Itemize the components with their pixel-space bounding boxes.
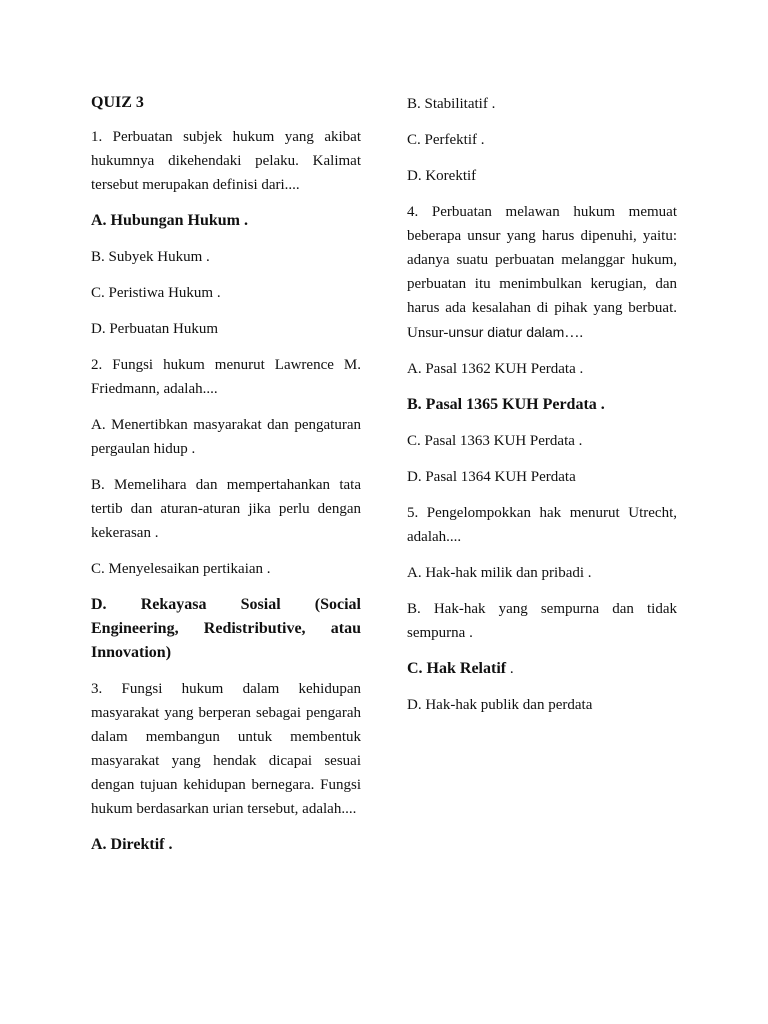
q5-option-d: D. Hak-hak publik dan perdata: [407, 697, 593, 713]
question-4-tail: unsur diatur dalam: [448, 324, 565, 340]
question-3: 3. Fungsi hukum dalam kehidupan masyarakat yang berperan sebagai pengarah dalam membangun untuk membentuk masyarakat yang hendak dicapai sesuai dengan tujuan kehidupan bernegara. Fungsi hukum berdasarkan urian tersebut, adalah....: [91, 681, 361, 817]
quiz-title: QUIZ 3: [91, 94, 144, 111]
question-2: 2. Fungsi hukum menurut Lawrence M. Friedmann, adalah....: [91, 357, 361, 397]
question-4-ellipsis: ….: [564, 325, 584, 341]
q1-option-c: C. Peristiwa Hukum .: [91, 285, 221, 301]
right-column: [407, 92, 677, 729]
q2-option-c: C. Menyelesaikan pertikaian .: [91, 561, 271, 577]
q2-option-a: A. Menertibkan masyarakat dan pengaturan pergaulan hidup .: [91, 417, 361, 457]
q5-option-c: [407, 657, 677, 681]
q4-option-c: C. Pasal 1363 KUH Perdata .: [407, 433, 583, 449]
q2-option-b: B. Memelihara dan mempertahankan tata tertib dan aturan-aturan jika perlu dengan kekerasan .: [91, 477, 361, 541]
q3-option-b: B. Stabilitatif .: [407, 96, 496, 112]
question-4: [407, 200, 677, 345]
q5-option-b: B. Hak-hak yang sempurna dan tidak sempurna .: [407, 601, 677, 641]
q2-option-d: D. Rekayasa Sosial (Social Engineering, Redistributive, atau Innovation): [91, 596, 361, 661]
q5-option-c-rest: .: [506, 661, 514, 677]
question-5: 5. Pengelompokkan hak menurut Utrecht, adalah....: [407, 505, 677, 545]
q3-option-a: A. Direktif .: [91, 836, 173, 853]
q4-option-b: B. Pasal 1365 KUH Perdata .: [407, 396, 605, 413]
question-1: 1. Perbuatan subjek hukum yang akibat hukumnya dikehendaki pelaku. Kalimat tersebut merupakan definisi dari....: [91, 129, 361, 193]
q4-option-d: D. Pasal 1364 KUH Perdata: [407, 469, 576, 485]
q4-option-a: A. Pasal 1362 KUH Perdata .: [407, 361, 584, 377]
question-4-text: 4. Perbuatan melawan hukum memuat beberapa unsur yang harus dipenuhi, yaitu: adanya suatu perbuatan melanggar hukum, perbuatan itu menimbulkan kerugian, dan harus ada kesalahan di pihak yang berbuat. Unsur-: [407, 204, 677, 341]
q1-option-d: D. Perbuatan Hukum: [91, 321, 219, 337]
q3-option-c: C. Perfektif .: [407, 132, 485, 148]
left-column: [91, 91, 361, 869]
q5-option-a: A. Hak-hak milik dan pribadi .: [407, 565, 592, 581]
q1-option-a: A. Hubungan Hukum .: [91, 212, 248, 229]
q1-option-b: B. Subyek Hukum .: [91, 249, 210, 265]
q5-option-c-label: C. Hak Relatif: [407, 660, 507, 677]
q3-option-d: D. Korektif: [407, 168, 477, 184]
